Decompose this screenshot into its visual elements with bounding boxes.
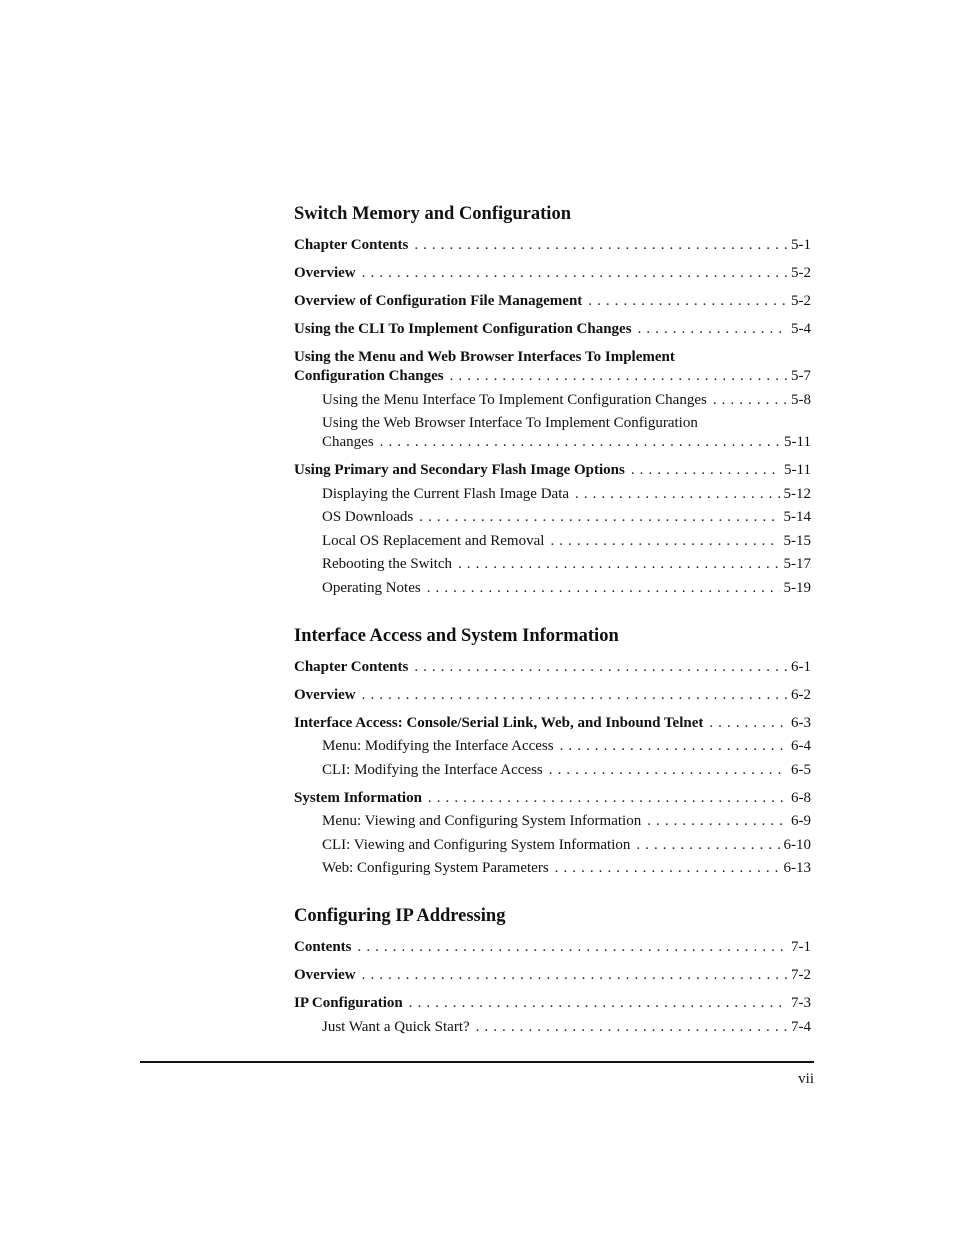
toc-section-interface-access bbox=[294, 623, 811, 879]
dot-leader bbox=[419, 508, 779, 527]
toc-entry-title: Menu: Modifying the Interface Access bbox=[322, 738, 554, 754]
toc-entry-page: 5-7 bbox=[791, 368, 811, 384]
toc-entry-title: Rebooting the Switch bbox=[322, 556, 452, 572]
toc-entry-title: Using the CLI To Implement Configuration Changes bbox=[294, 321, 632, 337]
toc-entry-title-line1: Using the Menu and Web Browser Interfaces To Implement bbox=[294, 349, 675, 365]
dot-leader bbox=[476, 1018, 787, 1037]
toc-subentry[interactable] bbox=[294, 508, 811, 527]
toc-entry[interactable] bbox=[294, 461, 811, 480]
toc-subentry[interactable] bbox=[294, 579, 811, 598]
toc-subentry[interactable] bbox=[294, 485, 811, 504]
toc-entry-page: 6-2 bbox=[791, 686, 811, 703]
toc-entry-page: 5-2 bbox=[791, 293, 811, 309]
toc-entry-page: 6-9 bbox=[791, 813, 811, 829]
toc-entry-title: Displaying the Current Flash Image Data bbox=[322, 485, 570, 502]
toc-entry-page: 5-12 bbox=[783, 485, 811, 502]
dot-leader bbox=[713, 391, 787, 410]
toc-entry[interactable] bbox=[294, 994, 811, 1013]
footer-rule bbox=[140, 1061, 814, 1063]
dot-leader bbox=[362, 686, 787, 705]
dot-leader bbox=[638, 320, 787, 339]
toc-entry-title: Overview of Configuration File Management bbox=[294, 293, 583, 309]
toc-entry-page: 5-11 bbox=[784, 462, 811, 478]
toc-entry-title: Chapter Contents bbox=[294, 658, 409, 675]
toc-entry-page: 5-14 bbox=[783, 509, 811, 525]
dot-leader bbox=[560, 737, 787, 756]
toc-entry-page: 5-11 bbox=[784, 434, 811, 450]
toc-subentry[interactable] bbox=[294, 812, 811, 831]
chapter-title: Interface Access and System Information bbox=[294, 625, 619, 646]
dot-leader bbox=[555, 859, 780, 878]
toc-entry[interactable] bbox=[294, 789, 811, 808]
toc-entry-title: Local OS Replacement and Removal bbox=[322, 532, 545, 549]
toc-subentry[interactable] bbox=[294, 414, 811, 452]
toc-entry-page: 7-1 bbox=[791, 939, 811, 955]
dot-leader bbox=[588, 292, 787, 311]
toc-entry-title: Configuration Changes bbox=[294, 368, 444, 384]
toc-entry-page: 6-5 bbox=[791, 761, 811, 778]
toc-entry-title: Overview bbox=[294, 686, 356, 703]
toc-subentry[interactable] bbox=[294, 836, 811, 855]
toc-entry-title: Changes bbox=[322, 434, 374, 450]
toc-entry-page: 6-1 bbox=[791, 658, 811, 675]
dot-leader bbox=[362, 966, 787, 985]
toc-entry-title: Chapter Contents bbox=[294, 237, 409, 253]
toc-entry-title: OS Downloads bbox=[322, 509, 414, 525]
toc-section-ip-addressing bbox=[294, 903, 811, 1037]
toc-entry-title-line1: Using the Web Browser Interface To Implement Configuration bbox=[322, 415, 698, 431]
dot-leader bbox=[409, 994, 787, 1013]
toc-entry-page: 6-13 bbox=[783, 860, 811, 876]
toc-entry-page: 5-4 bbox=[791, 321, 811, 337]
table-of-contents bbox=[294, 201, 811, 1062]
toc-entry-title: Web: Configuring System Parameters bbox=[322, 860, 549, 876]
toc-entry-page: 5-19 bbox=[783, 579, 811, 596]
page-number: vii bbox=[798, 1071, 814, 1087]
toc-entry[interactable] bbox=[294, 686, 811, 705]
dot-leader bbox=[550, 532, 779, 551]
toc-entry-page: 5-1 bbox=[791, 237, 811, 253]
toc-entry-title: Just Want a Quick Start? bbox=[322, 1018, 470, 1035]
toc-entry-page: 5-2 bbox=[791, 265, 811, 281]
toc-entry-page: 6-8 bbox=[791, 789, 811, 806]
toc-entry-page: 7-3 bbox=[791, 995, 811, 1011]
toc-subentry[interactable] bbox=[294, 737, 811, 756]
dot-leader bbox=[428, 789, 787, 808]
toc-entry-title: Menu: Viewing and Configuring System Information bbox=[322, 813, 642, 829]
dot-leader bbox=[414, 236, 787, 255]
toc-entry-title: IP Configuration bbox=[294, 995, 403, 1011]
toc-entry-title: Contents bbox=[294, 939, 352, 955]
toc-entry-title: Operating Notes bbox=[322, 579, 421, 596]
toc-entry-page: 5-8 bbox=[791, 391, 811, 408]
toc-entry-page: 7-4 bbox=[791, 1018, 811, 1035]
dot-leader bbox=[575, 485, 779, 504]
toc-entry-page: 6-4 bbox=[791, 738, 811, 754]
toc-entry[interactable] bbox=[294, 264, 811, 283]
toc-entry-title: Using the Menu Interface To Implement Configuration Changes bbox=[322, 391, 707, 408]
dot-leader bbox=[709, 714, 787, 733]
toc-entry[interactable] bbox=[294, 938, 811, 957]
dot-leader bbox=[358, 938, 787, 957]
toc-entry[interactable] bbox=[294, 236, 811, 255]
toc-subentry[interactable] bbox=[294, 391, 811, 410]
dot-leader bbox=[458, 555, 780, 574]
toc-subentry[interactable] bbox=[294, 859, 811, 878]
toc-subentry[interactable] bbox=[294, 1018, 811, 1037]
toc-entry[interactable] bbox=[294, 966, 811, 985]
toc-entry[interactable] bbox=[294, 292, 811, 311]
toc-entry-page: 5-17 bbox=[783, 556, 811, 572]
toc-entry-page: 7-2 bbox=[791, 967, 811, 983]
toc-entry-title: Interface Access: Console/Serial Link, Web, and Inbound Telnet bbox=[294, 714, 704, 731]
toc-entry-title: Overview bbox=[294, 967, 356, 983]
toc-entry-page: 6-3 bbox=[791, 714, 811, 731]
toc-entry[interactable] bbox=[294, 320, 811, 339]
toc-entry[interactable] bbox=[294, 658, 811, 677]
toc-subentry[interactable] bbox=[294, 532, 811, 551]
toc-entry-title: Using Primary and Secondary Flash Image Options bbox=[294, 462, 625, 478]
toc-entry[interactable] bbox=[294, 714, 811, 733]
toc-section-switch-memory bbox=[294, 201, 811, 598]
toc-entry-title: CLI: Viewing and Configuring System Information bbox=[322, 836, 631, 853]
toc-entry-title: Overview bbox=[294, 265, 356, 281]
chapter-title: Configuring IP Addressing bbox=[294, 906, 506, 926]
dot-leader bbox=[427, 579, 780, 598]
dot-leader bbox=[414, 658, 787, 677]
dot-leader bbox=[362, 264, 787, 283]
toc-entry-page: 6-10 bbox=[783, 836, 811, 853]
toc-subentry[interactable] bbox=[294, 555, 811, 574]
toc-entry[interactable] bbox=[294, 348, 811, 386]
dot-leader bbox=[380, 433, 780, 452]
toc-entry-page: 5-15 bbox=[783, 532, 811, 549]
toc-subentry[interactable] bbox=[294, 761, 811, 780]
dot-leader bbox=[647, 812, 787, 831]
dot-leader bbox=[631, 461, 780, 480]
toc-entry-title: CLI: Modifying the Interface Access bbox=[322, 761, 543, 778]
dot-leader bbox=[549, 761, 787, 780]
chapter-title: Switch Memory and Configuration bbox=[294, 204, 571, 224]
dot-leader bbox=[636, 836, 779, 855]
dot-leader bbox=[450, 367, 787, 386]
toc-entry-title: System Information bbox=[294, 789, 422, 806]
